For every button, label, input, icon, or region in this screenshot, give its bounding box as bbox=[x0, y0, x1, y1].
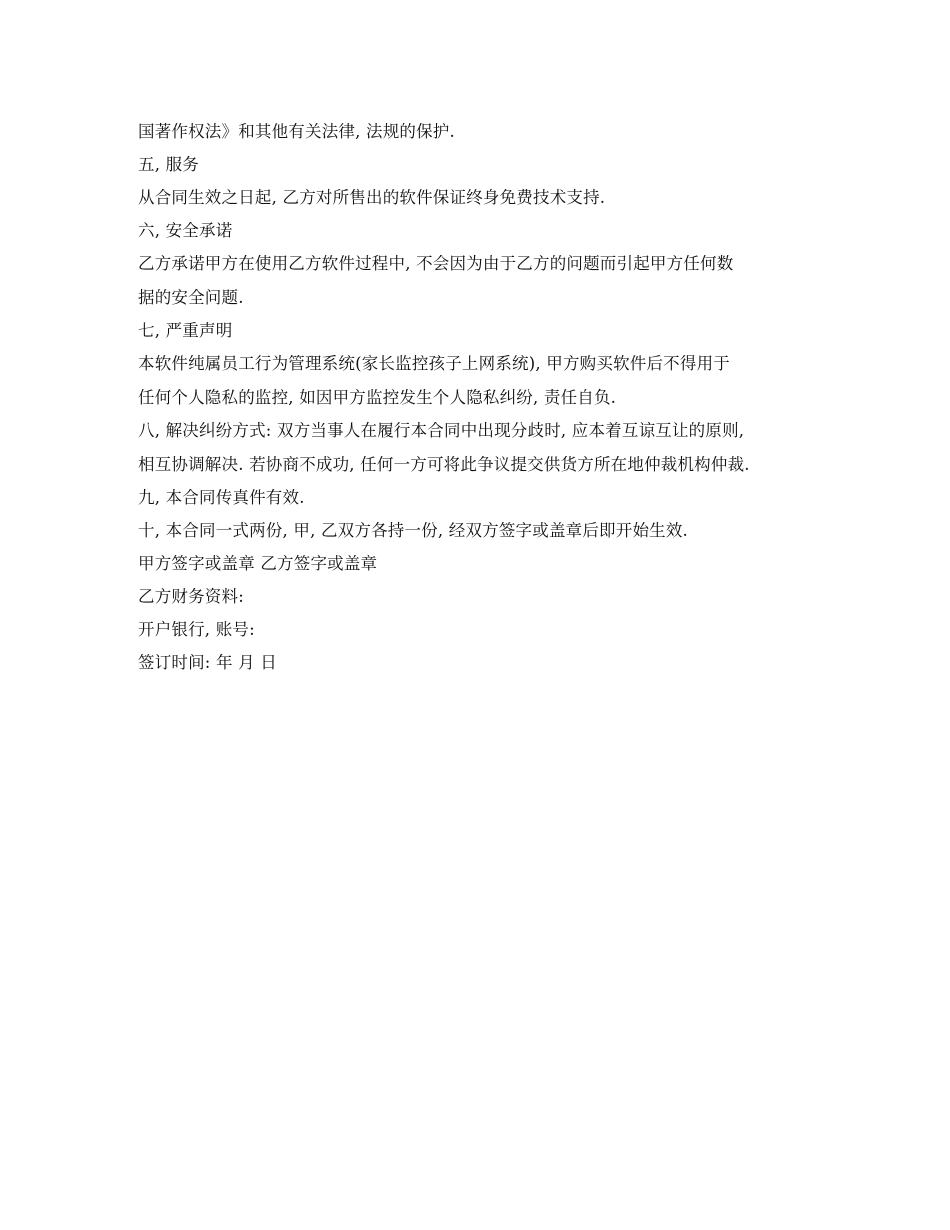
text-line-security-2: 据的安全问题. bbox=[138, 288, 244, 307]
text-line-statement-1: 本软件纯属员工行为管理系统(家长监控孩子上网系统), 甲方购买软件后不得用于 bbox=[138, 354, 730, 373]
signature-line: 甲方签字或盖章 乙方签字或盖章 bbox=[138, 554, 378, 573]
text-line-copyright: 国著作权法》和其他有关法律, 法规的保护. bbox=[138, 122, 455, 141]
bank-account-label: 开户银行, 账号: bbox=[138, 620, 255, 639]
text-line-fax-valid: 九, 本合同传真件有效. bbox=[138, 488, 305, 507]
section-heading-statement: 七, 严重声明 bbox=[138, 321, 233, 340]
finance-info-label: 乙方财务资料: bbox=[138, 587, 244, 606]
text-line-copies: 十, 本合同一式两份, 甲, 乙双方各持一份, 经双方签字或盖章后即开始生效. bbox=[138, 521, 689, 540]
section-heading-service: 五, 服务 bbox=[138, 155, 199, 174]
text-line-dispute-2: 相互协调解决. 若协商不成功, 任何一方可将此争议提交供货方所在地仲裁机构仲裁. bbox=[138, 455, 750, 474]
text-line-statement-2: 任何个人隐私的监控, 如因甲方监控发生个人隐私纠纷, 责任自负. bbox=[138, 388, 617, 407]
text-line-service: 从合同生效之日起, 乙方对所售出的软件保证终身免费技术支持. bbox=[138, 188, 606, 207]
signing-date-label: 签订时间: 年 月 日 bbox=[138, 653, 277, 672]
text-line-security-1: 乙方承诺甲方在使用乙方软件过程中, 不会因为由于乙方的问题而引起甲方任何数 bbox=[138, 254, 734, 273]
section-heading-security: 六, 安全承诺 bbox=[138, 221, 233, 240]
document-body bbox=[138, 115, 828, 679]
text-line-dispute-1: 八, 解决纠纷方式: 双方当事人在履行本合同中出现分歧时, 应本着互谅互让的原则, bbox=[138, 421, 745, 440]
